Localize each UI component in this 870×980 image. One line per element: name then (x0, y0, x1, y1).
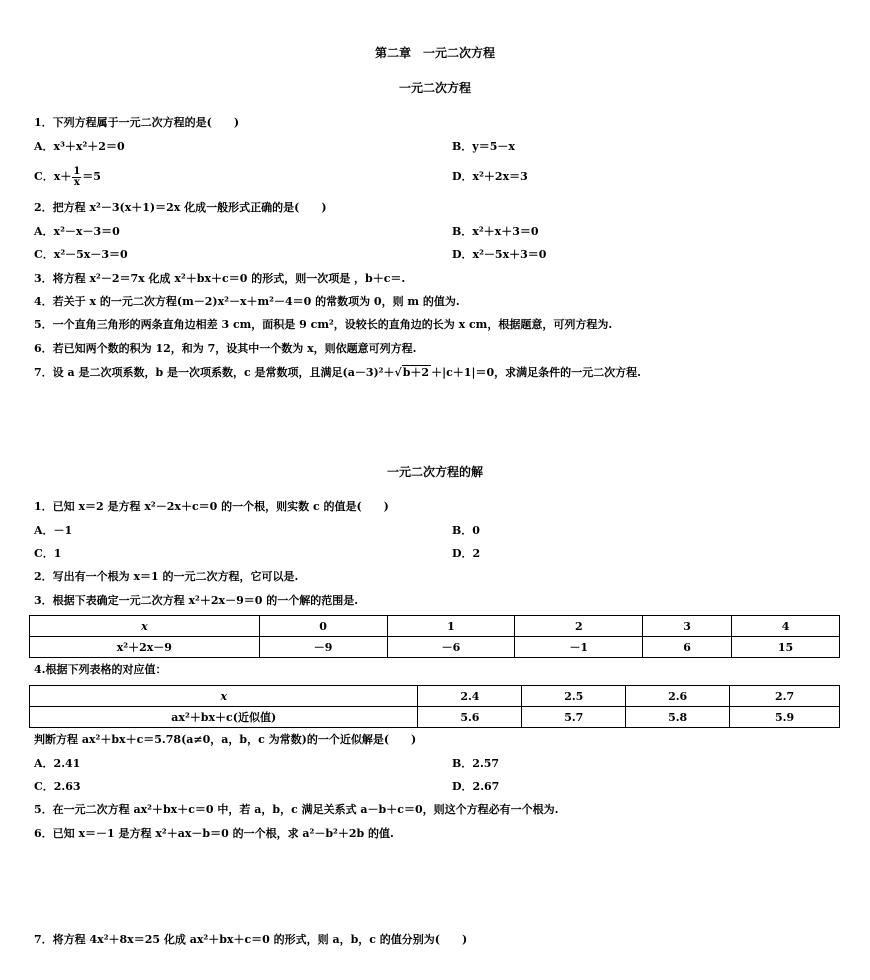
s1-q3: 3．将方程 x²－2＝7x 化成 x²＋bx＋c＝0 的形式，则一次项是 ，b＋c＝. (34, 272, 406, 285)
s2-q1-option-c: C．1 (34, 547, 62, 560)
s2-q6: 6．已知 x＝－1 是方程 x²＋ax－b＝0 的一个根，求 a²－b²＋2b 的值. (34, 827, 394, 840)
table-cell: 2.6 (626, 686, 730, 707)
s1-q1-stem: 1．下列方程属于一元二次方程的是( ) (34, 116, 240, 129)
s1-q1-option-d: D．x²＋2x＝3 (452, 170, 528, 183)
s2-q7: 7．将方程 4x²＋8x＝25 化成 ax²＋bx＋c＝0 的形式，则 a，b，c 的值分别为( ) (34, 933, 468, 946)
s1-q7-prefix: 7．设 a 是二次项系数，b 是一次项系数，c 是常数项，且满足(a－3)²＋ (34, 366, 395, 379)
table-cell: 2 (515, 616, 643, 637)
s1-q1-c-suffix: ＝5 (82, 170, 101, 183)
table-cell: 1 (387, 616, 515, 637)
table-cell: 2.4 (418, 686, 522, 707)
s2-q5: 5．在一元二次方程 ax²＋bx＋c＝0 中，若 a，b，c 满足关系式 a－b＋c＝0，则这个方程必有一个根为. (34, 803, 559, 816)
fraction (72, 167, 81, 188)
table-cell: x (30, 686, 418, 707)
section2-title: 一元二次方程的解 (386, 465, 483, 479)
s2-q4-option-c: C．2.63 (34, 780, 81, 793)
table-cell: 15 (732, 637, 840, 658)
chapter-title: 第二章 一元二次方程 (374, 46, 495, 60)
s1-q2-option-c: C．x²－5x－3＝0 (34, 248, 128, 261)
s1-q1-option-a: A．x³＋x²＋2＝0 (34, 140, 125, 153)
s2-q1-option-b: B．0 (452, 524, 480, 537)
s2-q4-option-b: B．2.57 (452, 757, 500, 770)
section1-title: 一元二次方程 (398, 81, 471, 95)
table-cell: x (30, 616, 260, 637)
table-row (30, 637, 840, 658)
s1-q2-option-a: A．x²－x－3＝0 (34, 225, 120, 238)
s2-q4-option-a: A．2.41 (34, 757, 81, 770)
s2-q3: 3．根据下表确定一元二次方程 x²＋2x－9＝0 的一个解的范围是. (34, 594, 359, 607)
table-row (30, 616, 840, 637)
table-cell: 5.7 (522, 707, 626, 728)
table-cell: －6 (387, 637, 515, 658)
sqrt-sign: √ (394, 366, 402, 379)
table-cell: 4 (732, 616, 840, 637)
table-values-1 (29, 615, 840, 658)
s1-q2-stem: 2．把方程 x²－3(x＋1)＝2x 化成一般形式正确的是( ) (34, 201, 327, 214)
s1-q1-c-prefix: C．x＋ (34, 170, 72, 183)
table-cell: －1 (515, 637, 643, 658)
table-cell: 3 (643, 616, 732, 637)
s1-q7 (34, 366, 641, 380)
s2-q4-stem: 判断方程 ax²＋bx＋c＝5.78(a≠0，a，b，c 为常数)的一个近似解是( ) (34, 733, 417, 746)
table-cell: 0 (259, 616, 387, 637)
table-cell: ax²＋bx＋c(近似值) (30, 707, 418, 728)
sqrt-content: b＋2 (402, 366, 430, 379)
s1-q1-option-c (34, 163, 101, 191)
fraction-denominator: x (73, 176, 80, 188)
table-row (30, 686, 840, 707)
s1-q2-option-d: D．x²－5x＋3＝0 (452, 248, 547, 261)
table-cell: 2.5 (522, 686, 626, 707)
fraction-numerator: 1 (73, 165, 81, 177)
s2-q2: 2．写出有一个根为 x＝1 的一元二次方程，它可以是. (34, 570, 299, 583)
table-cell: 5.8 (626, 707, 730, 728)
table-cell: 5.9 (730, 707, 840, 728)
s1-q7-suffix: ＋|c＋1|＝0，求满足条件的一元二次方程. (431, 366, 641, 379)
s1-q4: 4．若关于 x 的一元二次方程(m－2)x²－x＋m²－4＝0 的常数项为 0，则 m 的值为. (34, 295, 460, 308)
s2-q4-option-d: D．2.67 (452, 780, 500, 793)
table-row (30, 707, 840, 728)
s1-q2-option-b: B．x²＋x＋3＝0 (452, 225, 539, 238)
s1-q5: 5．一个直角三角形的两条直角边相差 3 cm，面积是 9 cm²，设较长的直角边的长为 x cm，根据题意，可列方程为. (34, 318, 613, 331)
table-values-2 (29, 685, 840, 728)
table-cell: 6 (643, 637, 732, 658)
table-cell: x²＋2x－9 (30, 637, 260, 658)
table-cell: 5.6 (418, 707, 522, 728)
table-cell: 2.7 (730, 686, 840, 707)
s1-q6: 6．若已知两个数的积为 12，和为 7，设其中一个数为 x，则依题意可列方程. (34, 342, 417, 355)
s2-q1-option-d: D．2 (452, 547, 481, 560)
s2-q1-option-a: A．－1 (34, 524, 73, 537)
table-cell: －9 (259, 637, 387, 658)
s2-q4: 4.根据下列表格的对应值： (34, 663, 167, 676)
s2-q1-stem: 1．已知 x＝2 是方程 x²－2x＋c＝0 的一个根，则实数 c 的值是( ) (34, 500, 389, 513)
s1-q1-option-b: B．y＝5－x (452, 140, 515, 153)
